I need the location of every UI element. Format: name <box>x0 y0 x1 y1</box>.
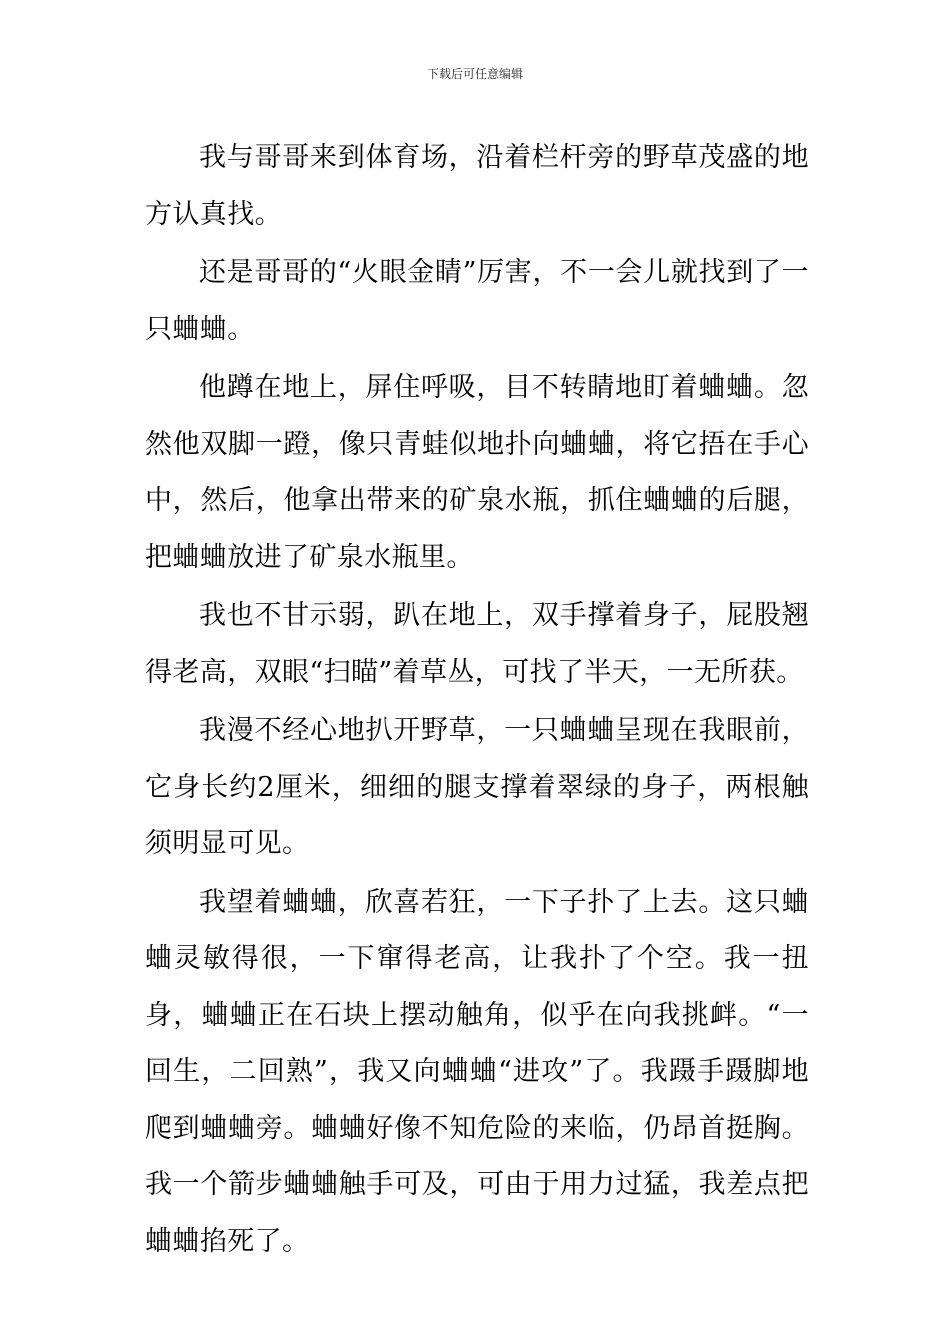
paragraph: 他蹲在地上，屏住呼吸，目不转睛地盯着蛐蛐。忽然他双脚一蹬，像只青蛙似地扑向蛐蛐，将它捂在手心中，然后，他拿出带来的矿泉水瓶，抓住蛐蛐的后腿，把蛐蛐放进了矿泉水瓶里。 <box>145 372 809 573</box>
page-header: 下载后可任意编辑 <box>426 67 523 81</box>
paragraph: 我与哥哥来到体育场，沿着栏杆旁的野草茂盛的地方认真找。 <box>145 142 809 230</box>
paragraph: 我漫不经心地扒开野草，一只蛐蛐呈现在我眼前，它身长约2厘米，细细的腿支撑着翠绿的身子，两根触须明显可见。 <box>145 715 809 859</box>
paragraph: 我望着蛐蛐，欣喜若狂，一下子扑了上去。这只蛐蛐灵敏得很，一下窜得老高，让我扑了个空。我一扭身，蛐蛐正在石块上摆动触角，似乎在向我挑衅。“一回生，二回熟”，我又向蛐蛐“进攻”了。我蹑手蹑脚地爬到蛐蛐旁。蛐蛐好像不知危险的来临，仍昂首挺胸。我一个箭步蛐蛐触手可及，可由于用力过猛，我差点把蛐蛐掐死了。 <box>145 886 809 1257</box>
paragraph: 还是哥哥的“火眼金睛”厉害，不一会儿就找到了一只蛐蛐。 <box>145 257 809 345</box>
document-body <box>145 130 809 1272</box>
paragraph: 我也不甘示弱，趴在地上，双手撑着身子，屁股翘得老高，双眼“扫瞄”着草丛，可找了半天，一无所获。 <box>145 600 809 688</box>
